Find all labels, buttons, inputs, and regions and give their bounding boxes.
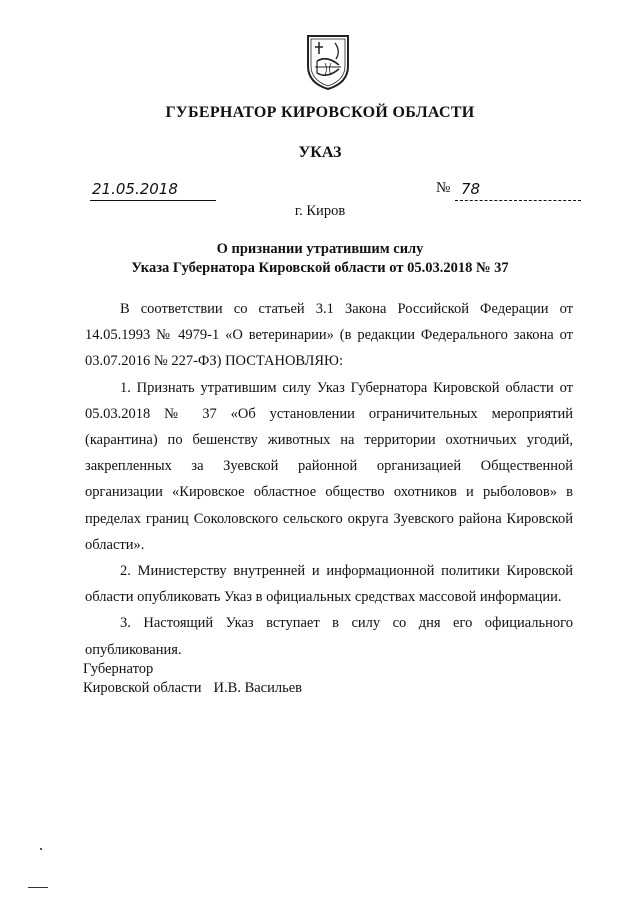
coat-of-arms-icon <box>305 33 351 91</box>
document-heading <box>0 240 640 278</box>
footer-rule <box>28 887 48 888</box>
heading-line-1: О признании утратившим силу <box>216 241 424 257</box>
signer-name: И.В. Васильев <box>213 680 302 696</box>
document-body <box>85 296 573 663</box>
preamble-paragraph: В соответствии со статьей 3.1 Закона Российской Федерации от 14.05.1993 № 4979-1 «О ветеринарии» (в редакции Федерального закона от 03.07.2016 № 227-ФЗ) ПОСТАНОВЛЯЮ: <box>85 301 573 370</box>
city: г. Киров <box>294 203 346 219</box>
clause-3-paragraph: 3. Настоящий Указ вступает в силу со дня его официального опубликования. <box>85 615 573 658</box>
document-type: УКАЗ <box>298 144 342 161</box>
scan-speck <box>40 848 42 850</box>
signer-position-line-2: Кировской области <box>83 680 202 696</box>
signer-position-line-1: Губернатор <box>83 661 154 677</box>
signature-block <box>83 660 302 698</box>
number-sign: № <box>436 180 451 196</box>
clause-2-paragraph: 2. Министерству внутренней и информационной политики Кировской области опубликовать Указ в официальных средствах массовой информации. <box>85 563 573 606</box>
organization-title: ГУБЕРНАТОР КИРОВСКОЙ ОБЛАСТИ <box>165 104 475 121</box>
document-number: 78 <box>455 180 581 201</box>
heading-line-2: Указа Губернатора Кировской области от 05.03.2018 № 37 <box>131 260 509 276</box>
document-date: 21.05.2018 <box>90 180 216 201</box>
clause-1-paragraph: 1. Признать утратившим силу Указ Губернатора Кировской области от 05.03.2018 № 37 «Об установлении ограничительных мероприятий (карантина) по бешенству животных на территории охотничьих угодий, закрепленных за Зуевской районной организацией Общественной организации «Кировское областное общество охотников и рыболовов» в пределах границ Соколовского сельского округа Зуевского района Кировской области». <box>85 379 573 553</box>
